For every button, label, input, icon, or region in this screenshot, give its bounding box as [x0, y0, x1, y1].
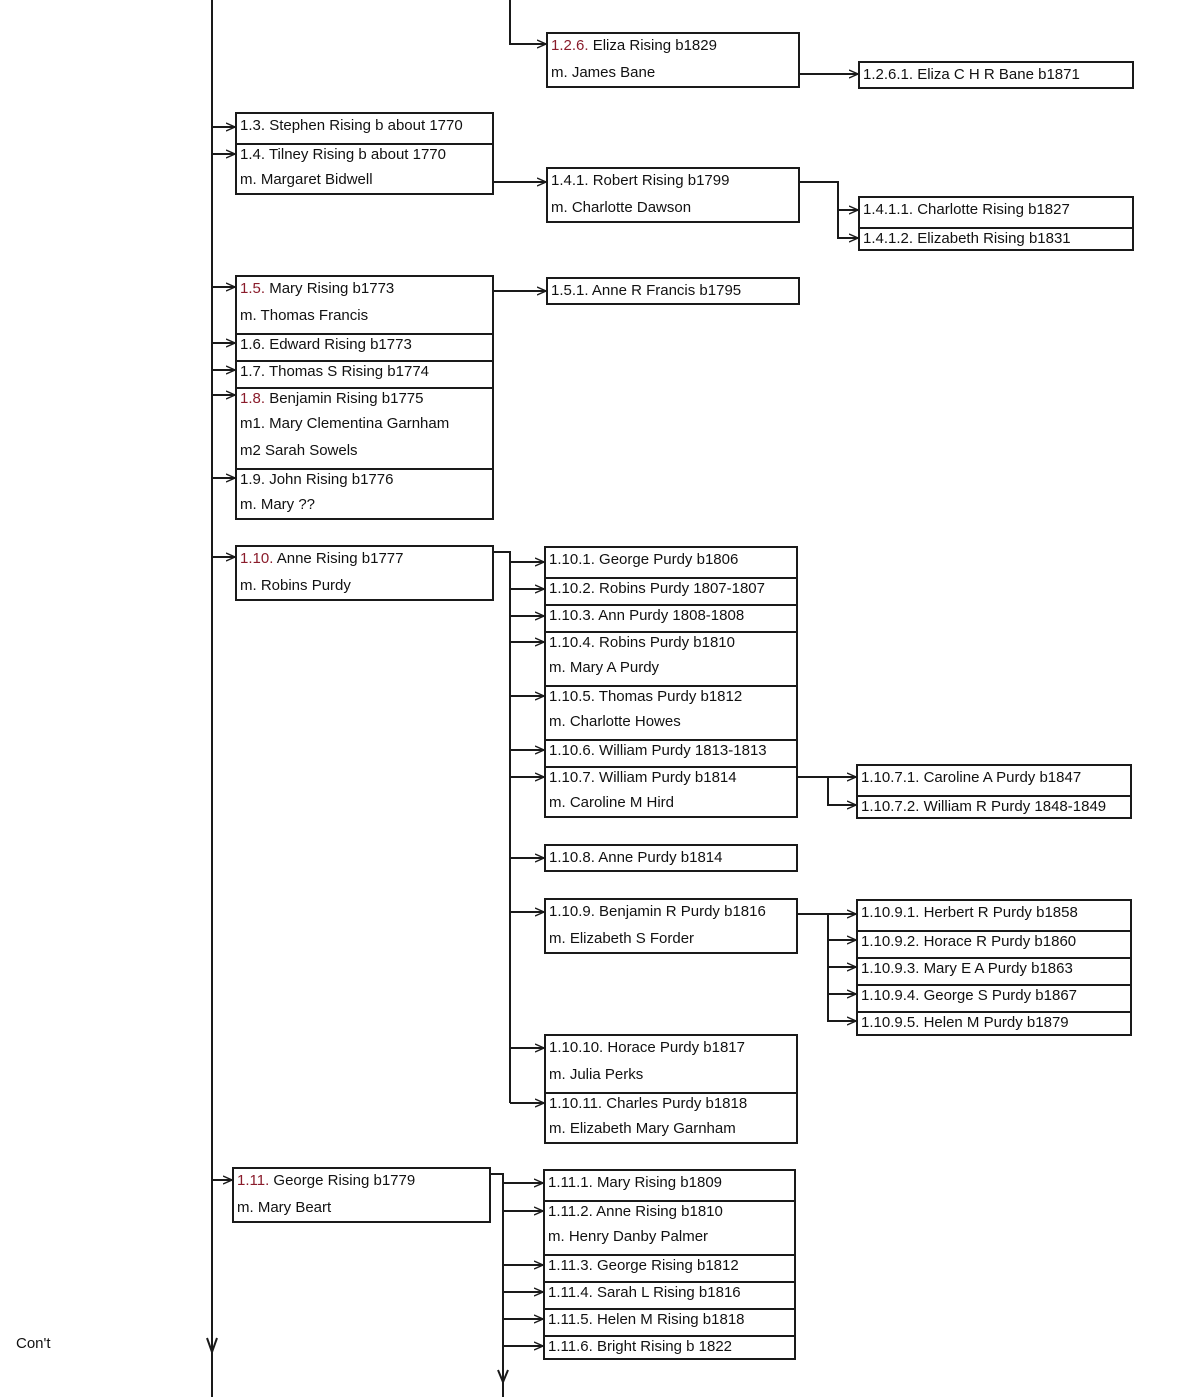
- person-name: Charles Purdy b1818: [606, 1095, 748, 1112]
- spouse-name: m. Caroline M Hird: [549, 794, 675, 811]
- person-entry: [546, 550, 796, 570]
- person-name: Bright Rising b 1822: [596, 1338, 733, 1355]
- spouse-entry: [237, 306, 492, 326]
- entry-number: 1.10.6.: [549, 742, 595, 759]
- person-entry: [237, 387, 492, 409]
- person-name: George Rising b1812: [596, 1257, 739, 1274]
- spouse-name: m. Mary Beart: [237, 1199, 332, 1216]
- person-entry: [858, 903, 1130, 923]
- entry-number: 1.5.1.: [551, 282, 589, 299]
- person-name: Stephen Rising b about 1770: [269, 117, 463, 134]
- person-name: Anne R Francis b1795: [591, 282, 742, 299]
- person-entry: [546, 902, 796, 922]
- person-entry: [858, 1011, 1130, 1033]
- person-entry: [858, 984, 1130, 1006]
- person-box-1-2-6: [546, 32, 800, 88]
- person-box-1-4-1: [546, 167, 800, 223]
- entry-number: 1.10.10.: [549, 1039, 604, 1056]
- person-name: Charlotte Rising b1827: [917, 201, 1070, 218]
- person-entry: [237, 116, 492, 136]
- spouse-name: m. Henry Danby Palmer: [548, 1228, 709, 1245]
- person-entry: [546, 577, 796, 599]
- spouse-entry: [237, 495, 492, 515]
- person-entry: [545, 1200, 794, 1222]
- person-box-1-10-9: [544, 898, 798, 954]
- person-name: Robert Rising b1799: [592, 172, 730, 189]
- person-box-1-5-1: [546, 277, 800, 305]
- person-name: Elizabeth Rising b1831: [917, 230, 1071, 247]
- person-entry: [545, 1308, 794, 1330]
- spouse-name: m. Thomas Francis: [240, 307, 369, 324]
- spouse-name: m. Margaret Bidwell: [240, 171, 373, 188]
- person-entry: [858, 795, 1130, 817]
- person-entry: [546, 604, 796, 626]
- spouse-entry: [234, 1198, 489, 1218]
- person-name: George Purdy b1806: [599, 551, 739, 568]
- person-name: Mary Rising b1809: [596, 1174, 722, 1191]
- person-name: Eliza Rising b1829: [592, 37, 717, 54]
- person-entry: [237, 143, 492, 165]
- spouse-entry: [237, 441, 492, 461]
- spouse-name: m. Charlotte Howes: [549, 713, 681, 730]
- person-entry: [546, 766, 796, 788]
- entry-number: 1.10.: [240, 550, 274, 567]
- person-entry: [545, 1173, 794, 1193]
- person-entry: [237, 333, 492, 355]
- entry-number: 1.10.9.: [549, 903, 595, 920]
- person-box-1-11: [232, 1167, 491, 1223]
- person-name: George Rising b1779: [273, 1172, 416, 1189]
- entry-number: 1.10.7.1.: [861, 769, 920, 786]
- spouse-name: m. Mary A Purdy: [549, 659, 660, 676]
- person-entry: [237, 360, 492, 382]
- person-box-1-10-8: [544, 844, 798, 872]
- entry-number: 1.11.: [237, 1172, 270, 1189]
- person-name: Sarah L Rising b1816: [596, 1284, 741, 1301]
- person-name: Benjamin Rising b1775: [269, 390, 424, 407]
- entry-number: 1.10.7.2.: [861, 798, 920, 815]
- person-name: Horace R Purdy b1860: [923, 933, 1077, 950]
- spouse-name: m. Mary ??: [240, 496, 316, 513]
- entry-number: 1.10.5.: [549, 688, 595, 705]
- person-box-1-4-1-1: [858, 196, 1134, 251]
- person-name: Horace Purdy b1817: [607, 1039, 745, 1056]
- spouse-entry: [548, 198, 798, 218]
- entry-number: 1.11.3.: [548, 1257, 593, 1274]
- entry-number: 1.11.2.: [548, 1203, 593, 1220]
- person-name: Helen M Purdy b1879: [923, 1014, 1069, 1031]
- person-name: George S Purdy b1867: [923, 987, 1077, 1004]
- person-entry: [860, 65, 1132, 85]
- spouse-entry: [237, 414, 492, 434]
- entry-number: 1.9.: [240, 471, 266, 488]
- person-entry: [860, 200, 1132, 220]
- spouse-entry: [546, 929, 796, 949]
- entry-number: 1.4.1.: [551, 172, 589, 189]
- person-box-1-11-1: [543, 1169, 796, 1360]
- entry-number: 1.2.6.: [551, 37, 589, 54]
- person-name: Mary E A Purdy b1863: [923, 960, 1073, 977]
- person-entry: [545, 1254, 794, 1276]
- person-name: Thomas Purdy b1812: [598, 688, 743, 705]
- entry-number: 1.10.2.: [549, 580, 595, 597]
- person-name: Helen M Rising b1818: [596, 1311, 745, 1328]
- person-entry: [858, 768, 1130, 788]
- person-name: William Purdy b1814: [599, 769, 737, 786]
- person-name: Caroline A Purdy b1847: [923, 769, 1082, 786]
- person-name: Benjamin R Purdy b1816: [599, 903, 766, 920]
- person-entry: [237, 279, 492, 299]
- person-entry: [548, 36, 798, 56]
- entry-number: 1.11.1.: [548, 1174, 593, 1191]
- person-entry: [545, 1281, 794, 1303]
- spouse-entry: [545, 1227, 794, 1247]
- entry-number: 1.4.1.1.: [863, 201, 914, 218]
- person-entry: [860, 227, 1132, 249]
- person-name: Robins Purdy b1810: [599, 634, 735, 651]
- person-entry: [546, 1038, 796, 1058]
- person-name: John Rising b1776: [269, 471, 394, 488]
- spouse-entry: [546, 712, 796, 732]
- person-name: Anne Rising b1777: [276, 550, 404, 567]
- person-entry: [545, 1335, 794, 1357]
- spouse-entry: [237, 170, 492, 190]
- person-entry: [548, 171, 798, 191]
- person-entry: [546, 1092, 796, 1114]
- person-entry: [858, 930, 1130, 952]
- entry-number: 1.11.5.: [548, 1311, 593, 1328]
- spouse-entry: [237, 576, 492, 596]
- person-entry: [548, 281, 798, 301]
- entry-number: 1.10.1.: [549, 551, 595, 568]
- entry-number: 1.10.9.3.: [861, 960, 920, 977]
- entry-number: 1.8.: [240, 390, 266, 407]
- entry-number: 1.10.7.: [549, 769, 595, 786]
- person-name: Eliza C H R Bane b1871: [917, 66, 1080, 83]
- person-entry: [234, 1171, 489, 1191]
- entry-number: 1.7.: [240, 363, 266, 380]
- entry-number: 1.10.9.2.: [861, 933, 920, 950]
- spouse-name: m. Charlotte Dawson: [551, 199, 692, 216]
- entry-number: 1.2.6.1.: [863, 66, 914, 83]
- entry-number: 1.4.: [240, 146, 266, 163]
- entry-number: 1.10.3.: [549, 607, 595, 624]
- person-entry: [237, 549, 492, 569]
- entry-number: 1.10.11.: [549, 1095, 603, 1112]
- person-name: William Purdy 1813-1813: [599, 742, 767, 759]
- person-name: Thomas S Rising b1774: [268, 363, 430, 380]
- person-box-1-10: [235, 545, 494, 601]
- person-entry: [546, 685, 796, 707]
- spouse-entry: [546, 1065, 796, 1085]
- person-name: Robins Purdy 1807-1807: [599, 580, 765, 597]
- entry-number: 1.10.9.4.: [861, 987, 920, 1004]
- entry-number: 1.10.4.: [549, 634, 595, 651]
- spouse-name: m. James Bane: [551, 64, 656, 81]
- entry-number: 1.3.: [240, 117, 266, 134]
- person-name: Tilney Rising b about 1770: [268, 146, 446, 163]
- person-name: Herbert R Purdy b1858: [923, 904, 1078, 921]
- person-box-1-3: [235, 112, 494, 195]
- continued-note: Con't: [16, 1335, 51, 1352]
- person-name: Anne Purdy b1814: [598, 849, 723, 866]
- entry-number: 1.6.: [240, 336, 266, 353]
- person-name: Anne Rising b1810: [596, 1203, 723, 1220]
- spouse-entry: [546, 658, 796, 678]
- spouse-name: m. Elizabeth S Forder: [549, 930, 695, 947]
- spouse-name: m. Elizabeth Mary Garnham: [549, 1120, 736, 1137]
- entry-number: 1.10.8.: [549, 849, 595, 866]
- entry-number: 1.11.4.: [548, 1284, 593, 1301]
- entry-number: 1.4.1.2.: [863, 230, 914, 247]
- person-entry: [858, 957, 1130, 979]
- person-entry: [546, 631, 796, 653]
- spouse-entry: [548, 63, 798, 83]
- entry-number: 1.10.9.5.: [861, 1014, 920, 1031]
- spouse-name: m. Robins Purdy: [240, 577, 351, 594]
- person-box-1-2-6-1: [858, 61, 1134, 89]
- spouse-entry: [546, 1119, 796, 1139]
- person-box-1-5: [235, 275, 494, 520]
- person-name: Mary Rising b1773: [269, 280, 395, 297]
- person-name: Edward Rising b1773: [269, 336, 412, 353]
- person-box-1-10-9-1: [856, 899, 1132, 1036]
- person-box-1-10-10: [544, 1034, 798, 1144]
- person-entry: [546, 848, 796, 868]
- person-name: Ann Purdy 1808-1808: [598, 607, 745, 624]
- person-box-1-10-1: [544, 546, 798, 818]
- person-box-1-10-7-1: [856, 764, 1132, 819]
- person-name: William R Purdy 1848-1849: [923, 798, 1107, 815]
- entry-number: 1.5.: [240, 280, 266, 297]
- spouse-name: m1. Mary Clementina Garnham: [240, 415, 450, 432]
- person-entry: [237, 468, 492, 490]
- spouse-entry: [546, 793, 796, 813]
- spouse-name: m. Julia Perks: [549, 1066, 644, 1083]
- entry-number: 1.11.6.: [548, 1338, 593, 1355]
- spouse-name: m2 Sarah Sowels: [240, 442, 358, 459]
- person-entry: [546, 739, 796, 761]
- entry-number: 1.10.9.1.: [861, 904, 920, 921]
